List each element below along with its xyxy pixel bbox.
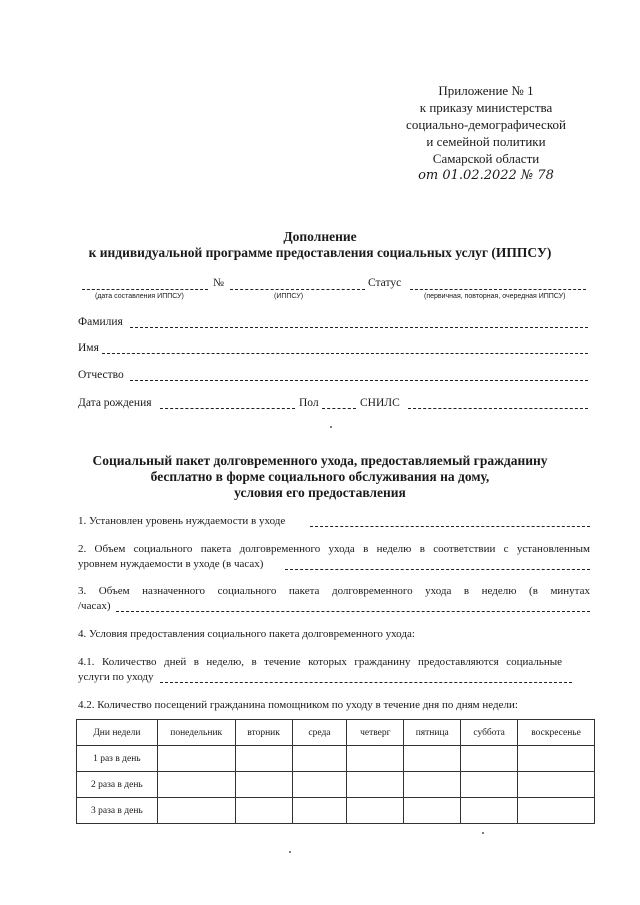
- table-cell[interactable]: [404, 772, 461, 798]
- row-label: 3 раза в день: [77, 798, 158, 824]
- section-title-2: бесплатно в форме социального обслуживания на дому,: [150, 469, 490, 484]
- table-cell[interactable]: [518, 798, 595, 824]
- document-subtitle: к индивидуальной программе предоставления социальных услуг (ИППСУ): [88, 245, 552, 260]
- item-4-1-text-2: услуги по уходу: [78, 671, 154, 683]
- name-label: Имя: [78, 342, 99, 354]
- appendix-number: Приложение № 1: [438, 83, 534, 98]
- header-friday: пятница: [404, 720, 461, 746]
- name-field-line[interactable]: [102, 353, 588, 354]
- sex-field-line[interactable]: [322, 408, 356, 409]
- number-field-line[interactable]: [230, 289, 365, 290]
- item-3-field-line[interactable]: [116, 611, 590, 612]
- patronymic-label: Отчество: [78, 369, 124, 381]
- appendix-region: Самарской области: [432, 151, 540, 166]
- section-title-1: Социальный пакет долговременного ухода, предоставляемый гражданину: [92, 453, 548, 468]
- item-1-field-line[interactable]: [310, 526, 590, 527]
- hint-date: (дата составления ИППСУ): [95, 293, 184, 300]
- header-saturday: суббота: [461, 720, 518, 746]
- item-2-field-line[interactable]: [285, 569, 590, 570]
- item-4-2-text: 4.2. Количество посещений гражданина помощником по уходу в течение дня по дням недели:: [78, 699, 518, 711]
- header-sunday: воскресенье: [518, 720, 595, 746]
- table-cell[interactable]: [235, 798, 292, 824]
- table-cell[interactable]: [292, 746, 347, 772]
- table-cell[interactable]: [157, 772, 235, 798]
- table-cell[interactable]: [292, 798, 347, 824]
- table-cell[interactable]: [518, 746, 595, 772]
- status-label: Статус: [368, 277, 402, 289]
- item-3-text-1: 3. Объем назначенного социального пакета долговременного ухода в неделю (в минутах: [78, 585, 590, 597]
- sex-label: Пол: [299, 397, 319, 409]
- scan-dot: [482, 832, 484, 834]
- status-field-line[interactable]: [410, 289, 586, 290]
- visits-schedule-table: [76, 719, 595, 824]
- birth-date-label: Дата рождения: [78, 397, 152, 409]
- table-cell[interactable]: [235, 772, 292, 798]
- table-row: [77, 746, 595, 772]
- surname-label: Фамилия: [78, 316, 123, 328]
- item-4-1-text-1: 4.1. Количество дней в неделю, в течение которых гражданину предоставляются социальные: [78, 656, 562, 668]
- table-cell[interactable]: [461, 746, 518, 772]
- item-1-text: 1. Установлен уровень нуждаемости в уходе: [78, 515, 286, 527]
- scan-dot: [289, 851, 291, 853]
- item-2-text-2: уровнем нуждаемости в уходе (в часах): [78, 558, 264, 570]
- row-label: 1 раз в день: [77, 746, 158, 772]
- item-4-1-field-line[interactable]: [160, 682, 572, 683]
- appendix-order: к приказу министерства: [419, 100, 553, 115]
- hint-ippsu: (ИППСУ): [274, 293, 304, 300]
- document-title: Дополнение: [283, 229, 357, 244]
- table-cell[interactable]: [461, 772, 518, 798]
- header-monday: понедельник: [157, 720, 235, 746]
- appendix-ministry-2: и семейной политики: [426, 134, 546, 149]
- table-header-row: [77, 720, 595, 746]
- header-wednesday: среда: [292, 720, 347, 746]
- header-thursday: четверг: [347, 720, 404, 746]
- appendix-ministry-1: социально-демографической: [406, 117, 566, 132]
- surname-field-line[interactable]: [130, 327, 588, 328]
- number-label: №: [213, 277, 224, 289]
- patronymic-field-line[interactable]: [130, 380, 588, 381]
- snils-field-line[interactable]: [408, 408, 588, 409]
- table-cell[interactable]: [347, 772, 404, 798]
- table-cell[interactable]: [404, 798, 461, 824]
- section-title-3: условия его предоставления: [234, 485, 406, 500]
- table-cell[interactable]: [347, 798, 404, 824]
- table-cell[interactable]: [518, 772, 595, 798]
- snils-label: СНИЛС: [360, 397, 400, 409]
- item-4-text: 4. Условия предоставления социального пакета долговременного ухода:: [78, 628, 415, 640]
- table-cell[interactable]: [404, 746, 461, 772]
- table-row: [77, 772, 595, 798]
- appendix-block: [380, 82, 592, 184]
- scan-dot: [330, 426, 332, 428]
- date-field-line[interactable]: [82, 289, 208, 290]
- table-cell[interactable]: [235, 746, 292, 772]
- item-2-text-1: 2. Объем социального пакета долговременного ухода в неделю в соответствии с установленным: [78, 543, 590, 555]
- hint-status: (первичная, повторная, очередная ИППСУ): [424, 293, 566, 300]
- table-cell[interactable]: [157, 746, 235, 772]
- item-3-text-2: /часах): [78, 600, 111, 612]
- birth-date-field-line[interactable]: [160, 408, 295, 409]
- table-cell[interactable]: [461, 798, 518, 824]
- table-row: [77, 798, 595, 824]
- table-cell[interactable]: [157, 798, 235, 824]
- row-label: 2 раза в день: [77, 772, 158, 798]
- table-cell[interactable]: [347, 746, 404, 772]
- header-days: Дни недели: [77, 720, 158, 746]
- appendix-date-number: от 01.02.2022 № 78: [418, 168, 554, 183]
- table-cell[interactable]: [292, 772, 347, 798]
- header-tuesday: вторник: [235, 720, 292, 746]
